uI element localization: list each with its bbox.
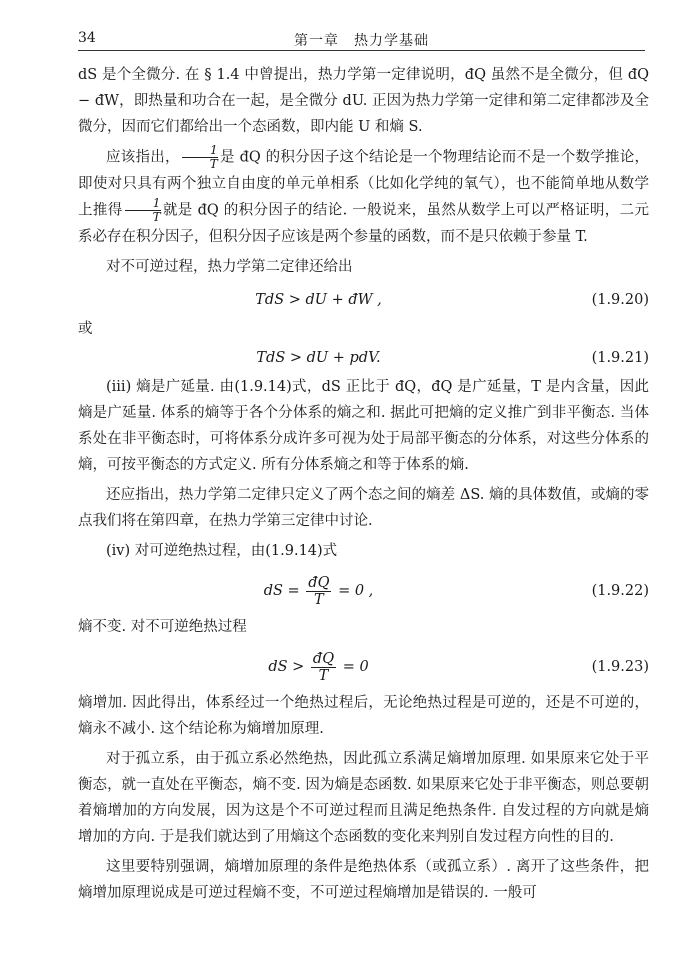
paragraph-2-part-a: 应该指出，: [106, 149, 180, 166]
fraction-denominator: T: [318, 667, 329, 684]
paragraph-6: (iv) 对可逆绝热过程，由(1.9.14)式: [106, 543, 338, 559]
equation-body: [78, 568, 559, 614]
equation-1-9-21: [78, 342, 649, 374]
or-label: 或: [78, 321, 93, 337]
paragraph-1: dS 是个全微分. 在 § 1.4 中曾提出，热力学第一定律说明，đQ 虽然不是全微分，但 đQ − đW，即热量和功合在一起，是全微分 dU. 正因为热力学第一定律和第二定律都涉及全微分，因而它们都给出一个态函数，即内能 U 和熵 S.: [78, 67, 649, 135]
equation-lhs: dS >: [268, 659, 305, 675]
paragraph-10: 这里要特别强调，熵增加原理的条件是绝热体系（或孤立系）. 离开了这些条件，把熵增加原理说成是可逆过程熵不变，不可逆过程熵增加是错误的. 一般可: [78, 859, 649, 901]
page-header: [78, 28, 645, 51]
fraction-numerator: 1: [182, 144, 218, 158]
equation-body: [78, 644, 559, 690]
equation-number: (1.9.22): [591, 583, 649, 599]
fraction-numerator: đQ: [312, 650, 335, 667]
paragraph-8: 熵增加. 因此得出，体系经过一个绝热过程后，无论绝热过程是可逆的，还是不可逆的，熵永不减小. 这个结论称为熵增加原理.: [78, 695, 649, 737]
paragraph-4: (iii) 熵是广延量. 由(1.9.14)式，dS 正比于 đQ，đQ 是广延量，T 是内含量，因此熵是广延量. 体系的熵等于各个分体系的熵之和. 据此可把熵的定义推广到非平衡态. 当体系处在非平衡态时，可将体系分成许多可视为处于局部平衡态的分体系，对这些分体系的熵，可按平衡态的方式定义. 所有分体系熵之和等于体系的熵.: [78, 379, 649, 473]
fraction-denominator: T: [314, 591, 324, 608]
paragraph-3: 对不可逆过程，热力学第二定律还给出: [106, 259, 353, 275]
fraction-numerator: 1: [125, 197, 161, 211]
fraction-denominator: T: [209, 157, 218, 171]
equation-1-9-23: [78, 644, 649, 690]
paragraph-2: [78, 144, 649, 250]
equation-number: (1.9.23): [591, 659, 649, 675]
paragraph-2-part-b: 是 đQ 的积分因子这个结论是一个物理结论而不是一个数学推论，即使对只具有两个独立自由度的单元单相系（比如化学纯的氧气），也不能简单地从数学上推得: [78, 149, 649, 219]
equation-1-9-20: [78, 284, 649, 316]
fraction-denominator: T: [152, 210, 161, 224]
page-number: 34: [78, 30, 96, 46]
equation-body: TdS > dU + pdV.: [256, 350, 381, 366]
inline-fraction-one-over-t: [125, 197, 161, 224]
chapter-title: 第一章 热力学基础: [294, 33, 429, 49]
equation-fraction: [306, 575, 331, 608]
equation-fraction: [311, 651, 336, 684]
equation-1-9-22: [78, 568, 649, 614]
equation-body: TdS > dU + đW ,: [255, 292, 382, 308]
equation-rhs: = 0: [342, 659, 369, 675]
fraction-numerator: đQ: [308, 574, 330, 591]
paragraph-9: 对于孤立系，由于孤立系必然绝热，因此孤立系满足熵增加原理. 如果原来它处于平衡态，就一直处在平衡态，熵不变. 因为熵是态函数. 如果原来它处于非平衡态，则总要朝着熵增加的方向发展，因为这是个不可逆过程而且满足绝热条件. 自发过程的方向就是熵增加的方向. 于是我们就达到了用熵这个态函数的变化来判别自发过程方向性的目的.: [78, 751, 649, 845]
equation-number: (1.9.21): [591, 350, 649, 366]
paragraph-2-part-c: 就是 đQ 的积分因子的结论. 一般说来，虽然从数学上可以严格证明，二元系必存在积分因子，但积分因子应该是两个参量的函数，而不是只依赖于参量 T.: [78, 202, 649, 245]
page-body: [78, 62, 649, 910]
equation-number: (1.9.20): [591, 292, 649, 308]
equation-lhs: dS =: [263, 583, 300, 599]
paragraph-5: 还应指出，热力学第二定律只定义了两个态之间的熵差 ΔS. 熵的具体数值，或熵的零点我们将在第四章，在热力学第三定律中讨论.: [78, 487, 649, 529]
paragraph-7: 熵不变. 对不可逆绝热过程: [78, 619, 247, 635]
equation-rhs: = 0 ,: [338, 583, 374, 599]
inline-fraction-one-over-t: [182, 144, 218, 171]
